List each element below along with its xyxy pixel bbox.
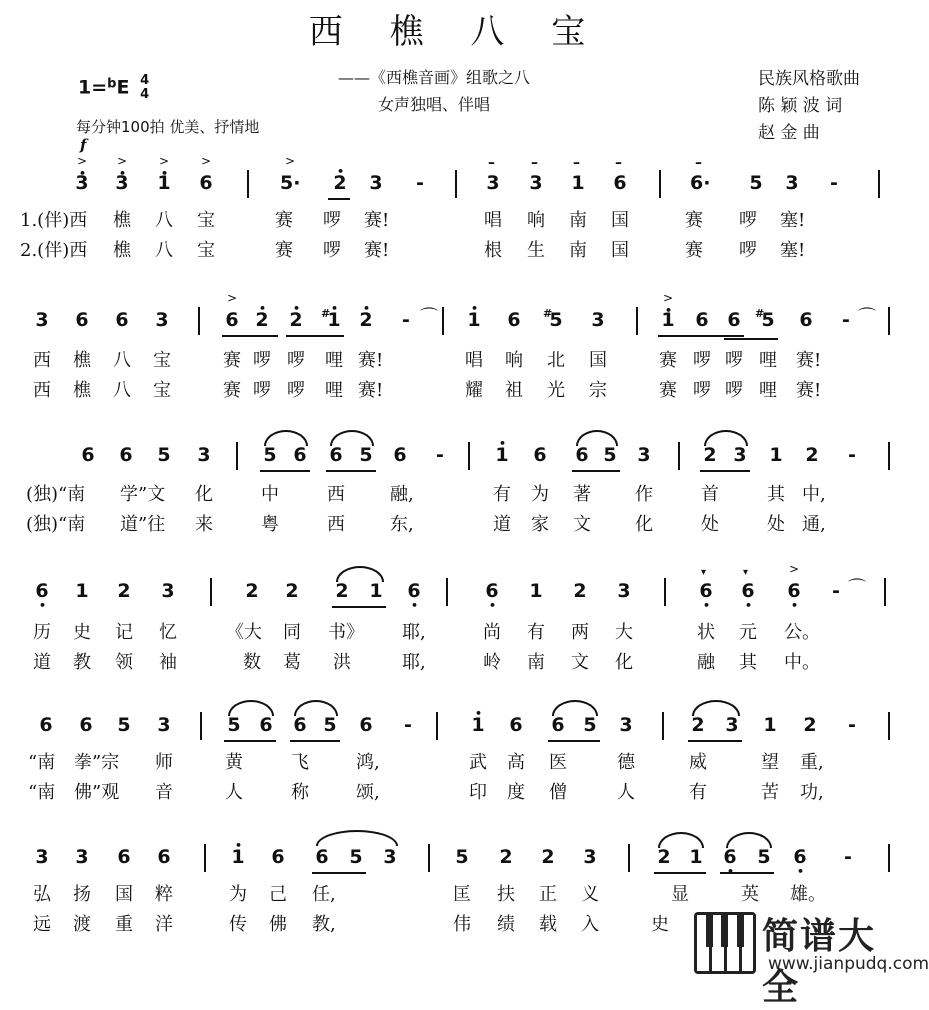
note: 6 (293, 444, 307, 466)
barline (636, 307, 638, 335)
barline (468, 442, 470, 470)
note: 5 (349, 846, 363, 868)
note: 5 (603, 444, 617, 466)
lyricist: 陈 颖 波 词 (758, 96, 843, 116)
note: 6 (393, 444, 407, 466)
note: > 6 (196, 168, 216, 198)
note: > 1 • (658, 305, 678, 335)
note: 6 (507, 309, 521, 331)
barline (198, 307, 200, 335)
slur (264, 430, 308, 446)
notation-row-5 (0, 710, 912, 740)
barline (200, 712, 202, 740)
notation-row-1 (0, 168, 912, 198)
underline (654, 872, 706, 874)
slur (658, 832, 704, 848)
note: - (842, 309, 850, 331)
subtitle-line-2: 女声独唱、伴唱 (378, 95, 491, 114)
note: 6 (315, 846, 329, 868)
lyrics-verse-2: (独)“南 道”往 来 粤 西 东, 道 家 文 化 处 处 通, (26, 514, 826, 535)
note: 2 (499, 846, 513, 868)
note: 6 (799, 309, 813, 331)
barline (455, 170, 457, 198)
note: 2 (573, 580, 587, 602)
note: 3 (161, 580, 175, 602)
note: - (436, 444, 444, 466)
key-signature: 1=$^b$E 4 4 (78, 73, 150, 102)
barline (678, 442, 680, 470)
underline (290, 740, 340, 742)
lyrics-verse-1: 弘 扬 国 粹 为 己 任, 匡 扶 正 义 显 英 雄。 (33, 884, 826, 905)
note: 5 (757, 846, 771, 868)
notation-row-6 (0, 842, 912, 872)
note: 5 (157, 444, 171, 466)
watermark-url: www.jianpudq.com (768, 954, 929, 974)
note: 2 (803, 714, 817, 736)
barline (888, 844, 890, 872)
note: 5 (749, 172, 763, 194)
note: 5 (583, 714, 597, 736)
slur (336, 566, 384, 582)
note: 1 (763, 714, 777, 736)
note: 6 • (790, 842, 810, 872)
slur (228, 700, 274, 716)
note: 3 (733, 444, 747, 466)
note: • 1 # (324, 305, 344, 335)
underline (332, 606, 386, 608)
song-title: 西 樵 八 宝 (308, 12, 604, 52)
lyrics-verse-1: “南 拳”宗 师 黄 飞 鸿, 武 高 医 德 威 望 重, (28, 752, 824, 773)
note: ▾ 6 • (738, 576, 758, 606)
lyrics-verse-2: 西 樵 八 宝 赛 啰 啰 哩 赛! 耀 祖 光 宗 赛 啰 啰 哩 赛! (33, 380, 822, 401)
note: 5 # (546, 305, 566, 335)
note: 2 (245, 580, 259, 602)
slur (576, 430, 618, 446)
note: 3 (785, 172, 799, 194)
underline (720, 872, 774, 874)
tempo-marking: 每分钟100拍 优美、抒情地 (76, 118, 260, 136)
note: 6 (293, 714, 307, 736)
slur (704, 430, 748, 446)
note: – 1 (568, 168, 588, 198)
lyrics-verse-1: 1.(伴)西 樵 八 宝 赛 啰 赛! 唱 响 南 国 赛 啰 塞! (20, 210, 806, 231)
barline (888, 442, 890, 470)
note: 6 • (482, 576, 502, 606)
note: 5 (227, 714, 241, 736)
note: – 6 (610, 168, 630, 198)
dynamic-marking: f (80, 136, 87, 154)
watermark-logo (688, 908, 929, 1008)
note: 6 (329, 444, 343, 466)
note: 3 (617, 580, 631, 602)
barline (210, 578, 212, 606)
note: – 6· (690, 168, 710, 198)
note: 6 (575, 444, 589, 466)
lyrics-verse-1: 西 樵 八 宝 赛 啰 啰 哩 赛! 唱 响 北 国 赛 啰 啰 哩 赛! (33, 350, 822, 371)
barline (247, 170, 249, 198)
note: 6 (39, 714, 53, 736)
note: 6 (81, 444, 95, 466)
note: 6 (509, 714, 523, 736)
note: - (830, 172, 838, 194)
notation-row-4 (0, 576, 912, 606)
note: – 3 (526, 168, 546, 198)
note: 3 (619, 714, 633, 736)
note: • 2 (286, 305, 306, 335)
note: 2 (285, 580, 299, 602)
note: 6 (79, 714, 93, 736)
note: - (844, 846, 852, 868)
barline (888, 307, 890, 335)
underline (572, 470, 620, 472)
note: > 5· (280, 168, 300, 198)
barline (884, 578, 886, 606)
notation-row-2 (0, 305, 912, 335)
note: 3 (35, 309, 49, 331)
slur (316, 830, 398, 846)
note: 6 (259, 714, 273, 736)
lyrics-verse-2: 远 渡 重 洋 传 佛 教, 伟 绩 载 入 史 (33, 914, 669, 935)
note: • 1 (228, 842, 248, 872)
note: 3 (197, 444, 211, 466)
note: 6 (359, 714, 373, 736)
note: • 1 (468, 710, 488, 740)
note: 3 (369, 172, 383, 194)
subtitle-line-1: ——《西樵音画》组歌之八 (338, 68, 531, 87)
note: - (832, 580, 840, 602)
note: - (404, 714, 412, 736)
underline (260, 470, 310, 472)
note: 6 (117, 846, 131, 868)
tie-mark: ⌒ (858, 307, 876, 328)
note: > 1 • (154, 168, 174, 198)
note: - (848, 444, 856, 466)
barline (888, 712, 890, 740)
note: 6 (533, 444, 547, 466)
note: 3 (155, 309, 169, 331)
note: 3 (35, 846, 49, 868)
note: - (416, 172, 424, 194)
note: 2 (541, 846, 555, 868)
note: 1 (529, 580, 543, 602)
composer: 赵 金 曲 (758, 123, 820, 143)
note: 3 (75, 846, 89, 868)
underline (548, 740, 600, 742)
note: 3 (583, 846, 597, 868)
note: 5 # (758, 305, 778, 335)
barline (442, 307, 444, 335)
underline (286, 335, 344, 337)
note: > 3 • (72, 168, 92, 198)
note: - (402, 309, 410, 331)
note: – 3 (483, 168, 503, 198)
barline (662, 712, 664, 740)
credits (758, 66, 860, 147)
underline (328, 198, 350, 200)
tie-mark: ⌒ (848, 578, 866, 599)
note: 6 • (32, 576, 52, 606)
note: 3 (637, 444, 651, 466)
note: 6 (727, 309, 741, 331)
note: 6 • (720, 842, 740, 872)
note: 6 (271, 846, 285, 868)
underline (326, 470, 376, 472)
note: 6 (551, 714, 565, 736)
barline (664, 578, 666, 606)
lyrics-verse-2: 道 教 领 袖 数 葛 洪 耶, 岭 南 文 化 融 其 中。 (33, 652, 820, 673)
note: 6 (695, 309, 709, 331)
barline (628, 844, 630, 872)
underline (224, 740, 276, 742)
slur (294, 700, 338, 716)
barline (878, 170, 880, 198)
note: 1 (75, 580, 89, 602)
underline (658, 335, 744, 337)
barline (436, 712, 438, 740)
slur (552, 700, 598, 716)
notation-row-3 (0, 440, 912, 470)
underline (688, 740, 742, 742)
barline (236, 442, 238, 470)
note: 3 (591, 309, 605, 331)
note: 2 (657, 846, 671, 868)
piano-keys-icon (694, 912, 756, 974)
watermark-brand: 简谱大全 (762, 916, 877, 1008)
note: • 1 (464, 305, 484, 335)
note: > 3 • (112, 168, 132, 198)
subtitle (338, 64, 530, 118)
note: 3 (383, 846, 397, 868)
note: 5 (263, 444, 277, 466)
note: 1 (369, 580, 383, 602)
note: 6 (119, 444, 133, 466)
note: 6 (157, 846, 171, 868)
underline (312, 872, 366, 874)
note: 2 (805, 444, 819, 466)
note: 1 (769, 444, 783, 466)
lyrics-verse-2: “南 佛”观 音 人 称 颂, 印 度 僧 人 有 苦 功, (28, 782, 824, 803)
barline (428, 844, 430, 872)
lyrics-verse-2: 2.(伴)西 樵 八 宝 赛 啰 赛! 根 生 南 国 赛 啰 塞! (20, 240, 806, 261)
barline (659, 170, 661, 198)
note: • 2 (356, 305, 376, 335)
note: 3 (725, 714, 739, 736)
note: ▾ 6 • (696, 576, 716, 606)
note: 6 • (404, 576, 424, 606)
note: 5 (117, 714, 131, 736)
underline (700, 470, 750, 472)
slur (330, 430, 374, 446)
note: 2 (335, 580, 349, 602)
underline (724, 338, 778, 340)
lyrics-verse-1: (独)“南 学”文 化 中 西 融, 有 为 著 作 首 其 中, (26, 484, 826, 505)
underline (222, 335, 278, 337)
note: 3 (157, 714, 171, 736)
note: > 6 (222, 305, 242, 335)
barline (204, 844, 206, 872)
note: > 6 • (784, 576, 804, 606)
style-label: 民族风格歌曲 (758, 69, 860, 89)
note: 6 (115, 309, 129, 331)
slur (726, 832, 772, 848)
note: • 1 (492, 440, 512, 470)
note: 1 (689, 846, 703, 868)
slur (692, 700, 740, 716)
note: 2 (703, 444, 717, 466)
note: • 2 (252, 305, 272, 335)
note: - (848, 714, 856, 736)
note: 2 (117, 580, 131, 602)
lyrics-verse-1: 历 史 记 忆 《大 同 书》 耶, 尚 有 两 大 状 元 公。 (33, 622, 820, 643)
note: • 2 (330, 168, 350, 198)
note: 2 (691, 714, 705, 736)
note: 6 (75, 309, 89, 331)
note: 5 (323, 714, 337, 736)
barline (446, 578, 448, 606)
note: 5 (455, 846, 469, 868)
time-signature: 4 4 (140, 73, 150, 102)
tie-mark: ⌒ (420, 307, 438, 328)
note: 5 (359, 444, 373, 466)
